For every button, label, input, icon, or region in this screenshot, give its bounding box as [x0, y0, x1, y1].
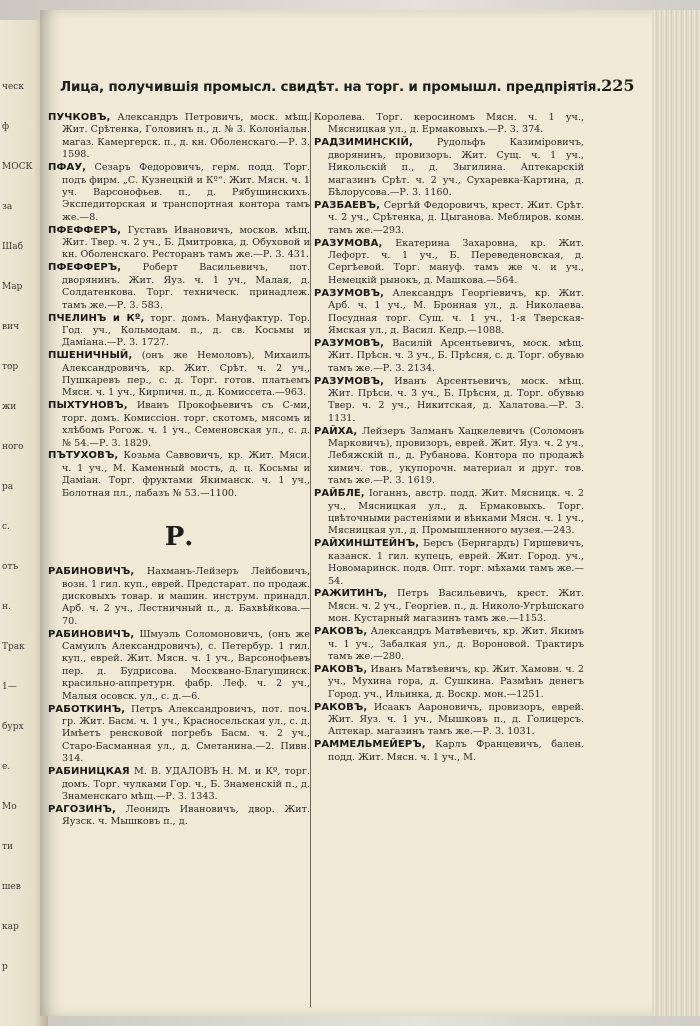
entry-surname: ПФЕФФЕРЪ, — [48, 224, 122, 236]
book-page — [40, 10, 652, 1016]
entry-details: Густавъ Ивановичъ, москов. мѣщ. Жит. Твер. ч. 2 уч., Б. Дмитровка, д. Обуховой и кн. Оболенскаго. Ресторанъ тамъ же.—Р. 3. 431. — [62, 224, 310, 261]
directory-entry — [314, 538, 584, 588]
directory-entry — [314, 426, 584, 488]
left-page-fragment: р — [2, 962, 8, 972]
entry-surname: ПШЕНИЧНЫЙ, — [48, 350, 133, 362]
entry-surname: РАКОВЪ, — [314, 626, 368, 638]
entry-details: Карлъ Францевичъ, бален. подд. Жит. Мясн. ч. 1 уч., М. — [328, 739, 584, 763]
entry-details: Иванъ Матвѣевичъ, кр. Жит. Хамовн. ч. 2 уч., Мухина гора, д. Сушкина. Размѣнъ денегъ Город. уч., Ильинка, д. Воскр. мон.—1251. — [328, 663, 584, 700]
entry-surname: РАКОВЪ, — [314, 701, 368, 713]
directory-entry — [48, 400, 310, 450]
entry-surname: РАЗБАЕВЪ, — [314, 199, 381, 211]
entry-surname: РАГОЗИНЪ, — [48, 803, 116, 815]
entry-details: (онъ же Немоловъ), Михаилъ Александровичъ, кр. Жит. Срѣт. ч. 2 уч., Пушкаревъ пер., с. д. Торг. готов. платьемъ Мясн. ч. 1 уч., Кирпичн. п., д. Комиссета.—963. — [62, 350, 310, 399]
entry-details: торг. домъ. Мануфактур. Тор. Год. уч., Кольмодам. п., д. св. Косьмы и Даміана.—Р. 3. 1727. — [62, 312, 310, 349]
left-page-fragment: МОСК — [2, 162, 33, 172]
directory-entry — [314, 238, 584, 288]
left-page-fragment: ного — [2, 442, 24, 452]
entry-surname: РАБИНИЦКАЯ — [48, 766, 130, 778]
directory-entry — [48, 804, 310, 829]
entry-details: Шмуэль Соломоновичъ, (онъ же Самуилъ Александровичъ), с. Петербур. 1 гил. куп., еврей. Жит. Мясн. ч. 1 уч., Варсонофьевъ пер. д. Будрисова. Москвано-Благущинск. красильно-аппретурн. фабр. Леф. ч. 2 уч., Малыя осовск. ул., с. д.—6. — [62, 628, 310, 702]
entry-surname: РАЗУМОВЪ, — [314, 375, 385, 387]
entry-surname: РАДЗИМИНСКІЙ, — [314, 137, 413, 149]
directory-entry — [48, 112, 310, 162]
right-column — [314, 112, 584, 765]
entry-details: Иванъ Арсентьевичъ, моск. мѣщ. Жит. Прѣсн. ч. 3 уч., Б. Прѣсня, д. Торг. обувью Твер. ч. 2 уч., Никитская, д. Халатова.—Р. 3. 1131. — [328, 375, 584, 424]
left-page-fragment: отъ — [2, 562, 19, 572]
directory-entry — [48, 704, 310, 766]
entry-surname: РАКОВЪ, — [314, 663, 368, 675]
left-page-fragment: кар — [2, 922, 19, 932]
directory-entry — [314, 739, 584, 764]
left-page-fragment: Трак — [2, 642, 25, 652]
left-page-fragment: тор — [2, 362, 19, 372]
left-page-fragment: ра — [2, 482, 14, 492]
entry-details: Александръ Матвѣевичъ, кр. Жит. Якимъ ч. 1 уч., Забалкая ул., д. Вороновой. Трактиръ тамъ же.—280. — [328, 626, 584, 662]
directory-entry — [48, 350, 310, 400]
running-header — [60, 76, 635, 98]
entry-surname: РАММЕЛЬМЕЙЕРЪ, — [314, 739, 426, 751]
column-divider — [310, 112, 311, 1007]
directory-entry — [48, 162, 310, 224]
page-title: Лица, получившія промысл. свидѣт. на торг. и промышл. предпріятія. — [60, 79, 602, 95]
entry-details: Екатерина Захаровна, кр. Жит. Лефорт. ч. 1 уч., Б. Переведеновская, д. Сергѣевой. Торг. мануф. тамъ же ч. и уч., Немецкій рынокъ, д. Машкова.—564. — [328, 237, 584, 286]
entry-details: Сергѣй Федоровичъ, крест. Жит. Срѣт. ч. 2 уч., Срѣтенка, д. Цыганова. Меблиров. комн. тамъ же.—293. — [328, 199, 584, 236]
entry-details: Іоганнъ, австр. подд. Жит. Мясницк. ч. 2 уч., Мясницкая ул., д. Ермаковыхъ. Торг. цвѣточными растеніями и вѣнками Мясн. ч. 1 уч., Мясницкая ул., д. Промышленного музея.—243. — [328, 488, 584, 537]
entry-surname: РАЙХИНШТЕЙНЪ, — [314, 538, 420, 550]
entry-surname: РАЗУМОВЪ, — [314, 287, 385, 299]
page-number: 225 — [601, 76, 635, 95]
entry-details: Петръ Васильевичъ, крест. Жит. Мясн. ч. 2 уч., Георгіев. п., д. Николо-Угрѣшскаго мон. Кустарный магазинъ тамъ же.—1153. — [328, 588, 584, 625]
entry-surname: ПФЕФФЕРЪ, — [48, 262, 122, 274]
directory-entry — [48, 766, 310, 803]
entry-surname: РАЗУМОВА, — [314, 237, 383, 249]
directory-entry — [314, 288, 584, 338]
left-page-fragment: вич — [2, 322, 20, 332]
left-page-fragment: е. — [2, 762, 11, 772]
entry-details: Королева. Торг. керосиномъ Мясн. ч. 1 уч., Мясницкая ул., д. Ермаковыхъ.—Р. 3. 374. — [314, 112, 584, 136]
left-page-fragment: н. — [2, 602, 11, 612]
directory-entry — [48, 566, 310, 628]
directory-entry — [314, 626, 584, 663]
left-page-fragment: за — [2, 202, 13, 212]
entry-details: Козьма Саввовичъ, кр. Жит. Мяси. ч. 1 уч., М. Каменный мостъ, д. ц. Косьмы и Даміан. Торг. фруктами Якиманск. ч. 1 уч., Болотная пл., лабазъ № 53.—1100. — [62, 450, 310, 499]
entry-surname: РАБИНОВИЧЪ, — [48, 628, 135, 640]
left-page-fragment: ческ — [2, 82, 24, 92]
left-page-fragment: Мо — [2, 802, 17, 812]
left-page-fragment: шев — [2, 882, 21, 892]
directory-entry — [314, 488, 584, 538]
left-page-fragment: Шаб — [2, 242, 24, 252]
directory-entry — [314, 664, 584, 701]
entry-details: Рудольфъ Казиміровичъ, дворянинъ, провизоръ. Жит. Сущ. ч. 1 уч., Никольскій п., д. Зыгилина. Аптекарскій магазинъ Срѣт. ч. 2 уч., Сухаревка-Картина, д. Бѣлорусова.—Р. 3. 1160. — [328, 137, 584, 198]
entry-surname: РАЖИТИНЪ, — [314, 588, 388, 600]
entry-details: Роберт Васильевичъ, пот. дворянинъ. Жит. Яуз. ч. 1 уч., Малая, д. Солдатенкова. Торг. техническ. принадлеж. тамъ же.—Р. 3. 583. — [62, 262, 310, 311]
entry-surname: ПЧЕЛИНЪ и Кº, — [48, 312, 145, 324]
directory-entry — [48, 313, 310, 350]
entry-surname: РАБИНОВИЧЪ, — [48, 566, 135, 578]
entry-surname: РАЙХА, — [314, 425, 358, 437]
left-page-fragment: бурх — [2, 722, 24, 732]
entry-details: Сезаръ Федоровичъ, герм. подд. Торг. подъ фирм. „С. Кузнецкій и Кº“. Жит. Мясн. ч. 1 уч. Варсонофьев. п., д. Рябушинскихъ. Экспедиторская и транспортная контора тамъ же.—8. — [62, 162, 310, 223]
left-page-fragment: Мар — [2, 282, 23, 292]
page-stack-edge — [648, 10, 700, 1016]
directory-entry — [48, 450, 310, 500]
entry-details: Исаакъ Аароновичъ, провизоръ, еврей. Жит. Яуз. ч. 1 уч., Мышковъ п., д. Голицерсъ. Аптекар. магазинъ тамъ же.—Р. 3. 1031. — [328, 701, 584, 738]
entry-surname: РАЙБЛЕ, — [314, 488, 365, 500]
entry-details: Иванъ Прокофьевичъ съ С-ми, торг. домъ. Комиссіон. торг. скотомъ, мясомъ и хлѣбомъ Рогож. ч. 1 уч., Семеновская ул., с. д. № 54.—Р. 3. 1829. — [62, 400, 310, 449]
left-page-fragment: ти — [2, 842, 13, 852]
directory-entry — [314, 338, 584, 375]
left-page-fragment: с. — [2, 522, 10, 532]
left-column — [48, 112, 310, 829]
left-page-fragment: жи — [2, 402, 17, 412]
entry-details: Берсъ (Бернгардъ) Гиршевичъ, казанск. 1 гил. купецъ, еврей. Жит. Город. уч., Новомаринск. подв. Опт. торг. мѣхами тамъ же.—54. — [328, 538, 584, 587]
directory-entry — [314, 588, 584, 625]
entry-details: М. В. УДАЛОВЪ Н. М. и Кº, торг. домъ. Торг. чулками Гор. ч., Б. Знаменскій п., д. Знаменскаго мѣщ.—Р. 3. 1343. — [62, 766, 310, 802]
entry-surname: ПУЧКОВЪ, — [48, 112, 111, 123]
directory-entry — [314, 376, 584, 426]
directory-entry — [314, 112, 584, 137]
entry-details: Нахманъ-Лейзеръ Лейбовичъ, возн. 1 гил. куп., еврей. Предстарат. по продаж. дисковыхъ товар. и машин. инструм. принадл. Арб. ч. 2 уч., Лестничный п., д. Бахвѣйкова.—70. — [62, 566, 310, 627]
entry-surname: ПЪТУХОВЪ, — [48, 450, 119, 462]
directory-entry — [314, 702, 584, 739]
directory-entry — [48, 225, 310, 262]
entry-surname: РАБОТКИНЪ, — [48, 703, 126, 715]
directory-entry — [48, 262, 310, 312]
directory-entry — [48, 629, 310, 703]
section-letter: Р. — [164, 522, 194, 553]
entry-surname: ПФАУ, — [48, 162, 87, 174]
entry-surname: РАЗУМОВЪ, — [314, 337, 385, 349]
entry-details: Петръ Александровичъ, пот. поч. гр. Жит. Басм. ч. 1 уч., Красносельская ул., с. д. Имѣетъ ренсковой погребъ Басм. ч. 2 уч., Старо-Басманная ул., д. Сметанина.—2. Пивн. 314. — [62, 703, 310, 765]
directory-entry — [314, 200, 584, 237]
left-page-fragment: ф — [2, 122, 10, 132]
entry-details: Александръ Георгіевичъ, кр. Жит. Арб. ч. 1 уч., М. Бронная ул., д. Николаева. Посудная торг. Сущ. ч. 1 уч., 1-я Тверская-Ямская ул., д. Васил. Кедр.—1088. — [328, 287, 584, 336]
entry-details: Александръ Петровичъ, моск. мѣщ. Жит. Срѣтенка, Головинъ п., д. № 3. Колоніальн. магаз. Камергерск. п., д. кн. Оболенскаго.—Р. 3. 1598. — [62, 112, 310, 161]
directory-entry — [314, 137, 584, 199]
entry-details: Лейзеръ Залманъ Хацкелевичъ (Соломонъ Марковичъ), провизоръ, еврей. Жит. Яуз. ч. 2 уч., Лебяжскій п., д. Рубанова. Контора по продажѣ химич. тов., укупорочн. материал и друг. тов. тамъ же.—Р. 3. 1619. — [328, 425, 584, 487]
left-page-fragment: 1— — [2, 682, 17, 692]
entry-details: Леонидъ Ивановичъ, двор. Жит. Яузск. ч. Мышковъ п., д. — [62, 803, 310, 828]
entry-surname: ПЫХТУНОВЪ, — [48, 400, 128, 412]
entry-details: Василій Арсентьевичъ, моск. мѣщ. Жит. Прѣсн. ч. 3 уч., Б. Прѣсня, с. д. Торг. обувью тамъ же.—Р. 3. 2134. — [328, 337, 584, 374]
